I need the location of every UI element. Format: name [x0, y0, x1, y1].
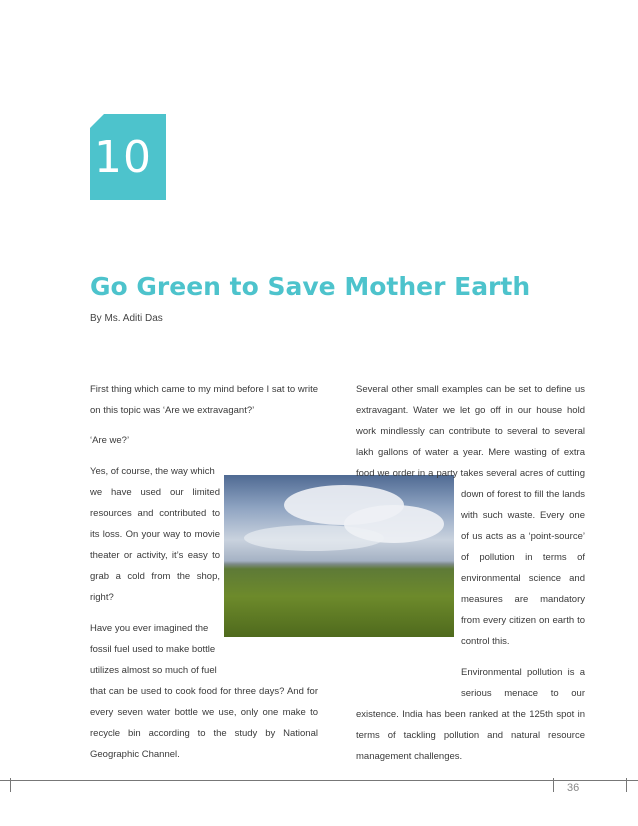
- left-line: theater or activity, it’s easy to: [90, 550, 220, 561]
- right-line: of pollution in terms of: [461, 552, 585, 563]
- right-line: serious menace to our: [461, 688, 585, 699]
- left-line: fossil fuel used to make bottle: [90, 644, 216, 655]
- left-line: Yes, of course, the way which: [90, 466, 215, 477]
- left-line: resources and contributed to: [90, 508, 220, 519]
- article-byline: By Ms. Aditi Das: [90, 313, 163, 324]
- right-line: with such waste. Every one: [461, 510, 585, 521]
- left-line: utilizes almost so much of fuel: [90, 665, 217, 676]
- right-line: food we order in a party takes several acres of cutting: [356, 468, 585, 479]
- right-line: Environmental pollution is a: [461, 667, 585, 678]
- right-line: work mindlessly can contribute to several to several: [356, 426, 585, 437]
- left-line: its loss. On your way to movie: [90, 529, 220, 540]
- left-line: ‘Are we?’: [90, 435, 130, 446]
- right-line: measures are mandatory: [461, 594, 585, 605]
- chapter-number: 10: [94, 132, 152, 183]
- right-line: management challenges.: [356, 751, 463, 762]
- left-line: First thing which came to my mind before I sat to write: [90, 384, 318, 395]
- left-line: Geographic Channel.: [90, 749, 180, 760]
- right-line: existence. India has been ranked at the 125th spot in: [356, 709, 585, 720]
- landscape-photo: [224, 475, 454, 637]
- left-line: every seven water bottle we use, only one make to: [90, 707, 318, 718]
- footer-rule: [0, 780, 638, 781]
- chapter-number-badge: [90, 114, 166, 200]
- left-line: on this topic was ‘Are we extravagant?’: [90, 405, 255, 416]
- article-title: Go Green to Save Mother Earth: [90, 272, 531, 301]
- right-line: of us acts as a ‘point-source’: [461, 531, 585, 542]
- right-line: extravagant. Water we let go off in our house hold: [356, 405, 585, 416]
- left-line: recycle bin according to the study by National: [90, 728, 318, 739]
- right-line: terms of tackling pollution and natural resource: [356, 730, 585, 741]
- left-line: grab a cold from the shop,: [90, 571, 220, 582]
- footer-tick: [10, 778, 11, 792]
- footer-tick: [626, 778, 627, 792]
- left-line: right?: [90, 592, 114, 603]
- left-line: Have you ever imagined the: [90, 623, 209, 634]
- left-line: we have used our limited: [90, 487, 220, 498]
- right-line: from every citizen on earth to: [461, 615, 585, 626]
- right-line: control this.: [461, 636, 510, 647]
- right-line: down of forest to fill the lands: [461, 489, 585, 500]
- left-line: that can be used to cook food for three days? And for: [90, 686, 318, 697]
- right-line: Several other small examples can be set to define us: [356, 384, 585, 395]
- page-number: 36: [567, 782, 580, 794]
- footer-tick: [553, 778, 554, 792]
- right-line: environmental science and: [461, 573, 585, 584]
- right-line: lakh gallons of water a year. Mere wasting of extra: [356, 447, 585, 458]
